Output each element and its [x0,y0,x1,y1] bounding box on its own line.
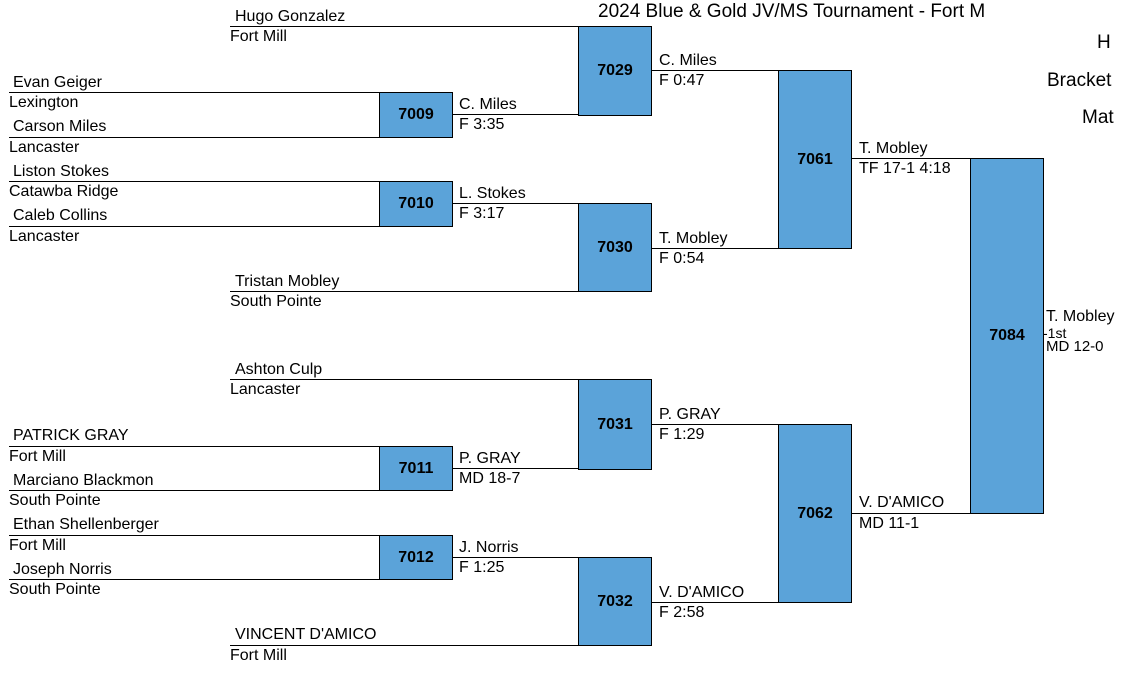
wrestler-name: Ethan Shellenberger [13,516,159,533]
bout-winner: P. GRAY [659,406,721,423]
bracket-line [9,490,380,491]
wrestler-name: PATRICK GRAY [13,427,129,444]
bout-result: F 0:47 [659,72,705,89]
bout-box: 7030 [578,203,652,292]
bout-winner: T. Mobley [859,140,928,157]
wrestler-name: VINCENT D'AMICO [235,626,377,643]
wrestler-name: Evan Geiger [13,74,102,91]
wrestler-name: Liston Stokes [13,163,110,180]
wrestler-team: Lancaster [9,139,80,156]
wrestler-name: Ashton Culp [235,361,323,378]
bracket-line [452,203,579,204]
bout-result: MD 18-7 [459,470,521,487]
bracket-line [230,645,579,646]
tournament-title: 2024 Blue & Gold JV/MS Tournament - Fort M [598,1,986,22]
wrestler-team: Lancaster [9,228,80,245]
bracket-line [851,158,971,159]
wrestler-team: Catawba Ridge [9,183,119,200]
wrestler-name: Marciano Blackmon [13,472,154,489]
bout-winner: T. Mobley [1046,308,1115,325]
bout-box: 7012 [379,535,453,580]
wrestler-name: Joseph Norris [13,561,112,578]
bout-box: 7062 [778,424,852,603]
wrestler-team: Fort Mill [9,537,66,554]
bracket-line [452,557,579,558]
bout-box: 7029 [578,26,652,116]
wrestler-team: Lancaster [230,381,301,398]
wrestler-name: Caleb Collins [13,207,108,224]
bracket-line [651,248,779,249]
mat-label: Mat [1082,107,1114,128]
bracket-line [651,424,779,425]
bout-box: 7031 [578,379,652,470]
bout-winner: C. Miles [459,96,517,113]
bout-box: 7011 [379,446,453,491]
bracket-line [9,92,380,93]
placement-label: -1st [1043,325,1067,341]
bracket-line [9,137,380,138]
wrestler-name: Tristan Mobley [235,273,340,290]
bracket-line [651,70,779,71]
bout-box: 7009 [379,92,453,138]
bracket-line [452,114,579,115]
bout-winner: V. D'AMICO [859,494,945,511]
wrestler-name: Hugo Gonzalez [235,8,346,25]
wrestler-team: South Pointe [230,293,322,310]
bout-winner: C. Miles [659,52,717,69]
bracket-line [651,602,779,603]
wrestler-team: South Pointe [9,581,101,598]
bout-result: F 3:17 [459,205,505,222]
bracket-line [9,446,380,447]
bout-box: 7084 [970,158,1044,514]
bout-result: F 2:58 [659,604,705,621]
bracket-line [452,468,579,469]
bracket-line [9,535,380,536]
wrestler-team: Fort Mill [230,647,287,664]
wrestler-team: South Pointe [9,492,101,509]
bout-result: TF 17-1 4:18 [859,160,951,177]
bracket-label: Bracket [1047,70,1112,91]
bracket-line [230,379,579,380]
bout-result: MD 11-1 [859,515,920,532]
bout-result: F 0:54 [659,250,705,267]
bout-winner: T. Mobley [659,230,728,247]
wrestler-team: Fort Mill [9,448,66,465]
bracket-line [9,579,380,580]
bout-winner: P. GRAY [459,450,521,467]
bracket-line [851,513,971,514]
bout-result: F 1:29 [659,426,705,443]
wrestler-team: Fort Mill [230,28,287,45]
bout-winner: J. Norris [459,539,519,556]
bracket-line [9,226,380,227]
bout-winner: V. D'AMICO [659,584,745,601]
header-line-2: H [1097,32,1111,53]
bracket-line [230,291,579,292]
wrestler-name: Carson Miles [13,118,107,135]
bout-box: 7010 [379,181,453,227]
bout-winner: L. Stokes [459,185,526,202]
bout-box: 7061 [778,70,852,249]
bout-result: MD 12-0 [1046,338,1104,355]
wrestler-team: Lexington [9,94,79,111]
bout-box: 7032 [578,557,652,646]
bout-result: F 1:25 [459,559,505,576]
bout-result: F 3:35 [459,116,505,133]
bracket-line [230,26,579,27]
bracket-line [9,181,380,182]
